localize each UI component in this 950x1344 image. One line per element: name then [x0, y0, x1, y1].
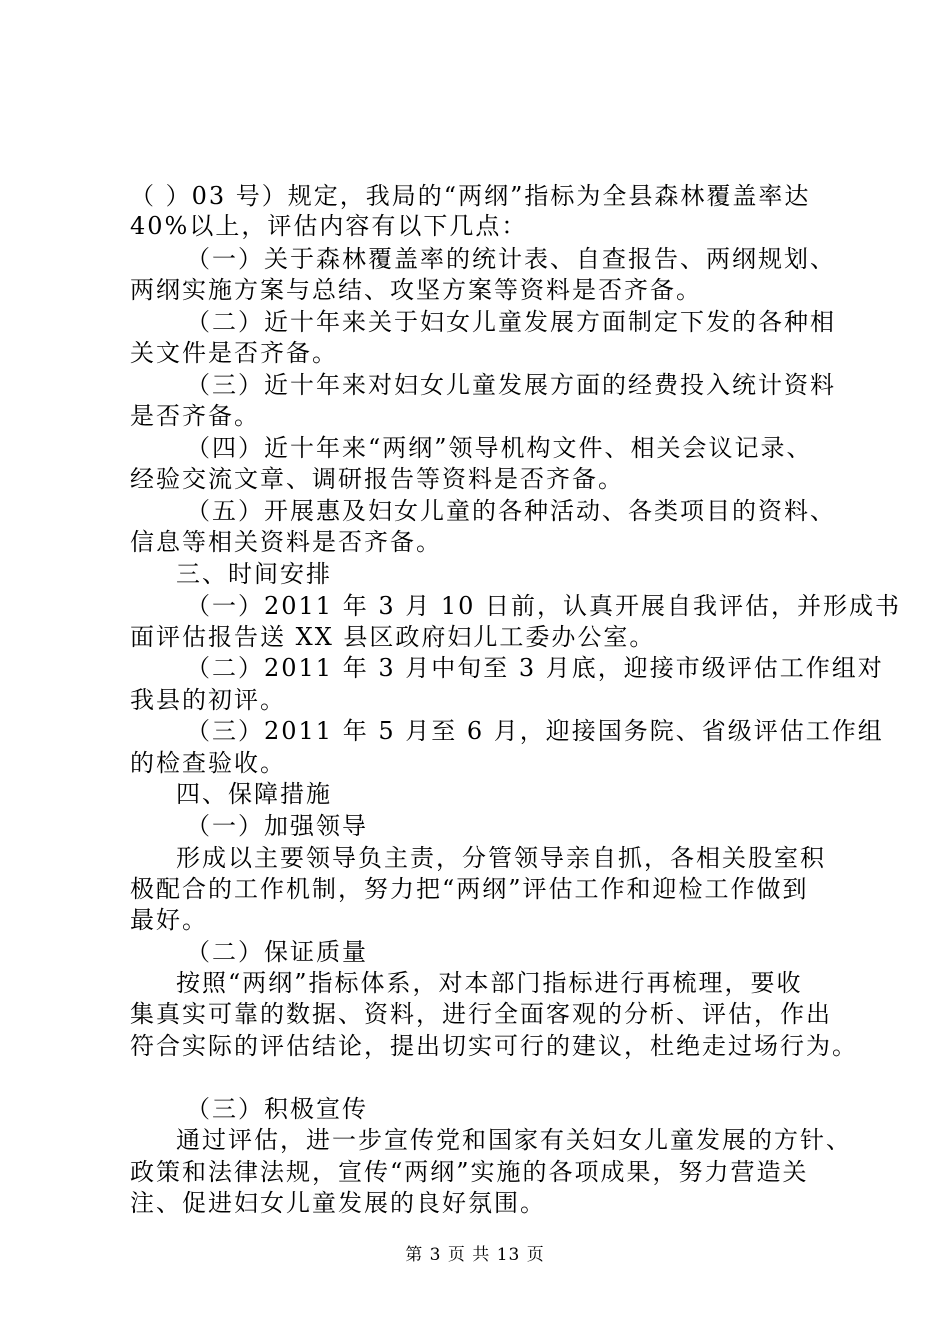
- paragraph-line: 政策和法律法规，宣传“两纲”实施的各项成果，努力营造关: [130, 1158, 809, 1186]
- section-heading: 四、保障措施: [176, 780, 332, 808]
- paragraph-line: 极配合的工作机制，努力把“两纲”评估工作和迎检工作做到: [130, 875, 809, 903]
- paragraph-line: 关文件是否齐备。: [130, 339, 338, 367]
- section-heading: 三、时间安排: [176, 560, 332, 588]
- paragraph-line: （五）开展惠及妇女儿童的各种活动、各类项目的资料、: [186, 497, 836, 525]
- paragraph-line: （四）近十年来“两纲”领导机构文件、相关会议记录、: [186, 434, 813, 462]
- paragraph-line: 形成以主要领导负主责，分管领导亲自抓，各相关股室积: [176, 844, 826, 872]
- paragraph-line: 面评估报告送 XX 县区政府妇儿工委办公室。: [130, 623, 656, 651]
- paragraph-line: 按照“两纲”指标体系，对本部门指标进行再梳理，要收: [176, 969, 803, 997]
- subsection-heading: （三）积极宣传: [186, 1095, 368, 1123]
- paragraph-line: 的检查验收。: [130, 749, 286, 777]
- paragraph-line: 我县的初评。: [130, 686, 286, 714]
- paragraph-line: （ ）03 号）规定，我局的“两纲”指标为全县森林覆盖率达: [130, 182, 811, 210]
- paragraph-line: （一）2011 年 3 月 10 日前，认真开展自我评估，并形成书: [186, 592, 902, 620]
- paragraph-line: 集真实可靠的数据、资料，进行全面客观的分析、评估，作出: [130, 1000, 832, 1028]
- paragraph-line: （三）2011 年 5 月至 6 月，迎接国务院、省级评估工作组: [186, 717, 884, 745]
- paragraph-line: 通过评估，进一步宣传党和国家有关妇女儿童发展的方针、: [176, 1126, 852, 1154]
- subsection-heading: （一）加强领导: [186, 812, 368, 840]
- paragraph-line: （三）近十年来对妇女儿童发展方面的经费投入统计资料: [186, 371, 836, 399]
- paragraph-line: 最好。: [130, 906, 208, 934]
- paragraph-line: 是否齐备。: [130, 402, 260, 430]
- page-footer: 第 3 页 共 13 页: [405, 1245, 545, 1265]
- paragraph-line: （二）2011 年 3 月中旬至 3 月底，迎接市级评估工作组对: [186, 654, 884, 682]
- paragraph-line: 两纲实施方案与总结、攻坚方案等资料是否齐备。: [130, 276, 702, 304]
- paragraph-line: （二）近十年来关于妇女儿童发展方面制定下发的各种相: [186, 308, 836, 336]
- paragraph-line: 注、促进妇女儿童发展的良好氛围。: [130, 1189, 546, 1217]
- subsection-heading: （二）保证质量: [186, 938, 368, 966]
- paragraph-line: 经验交流文章、调研报告等资料是否齐备。: [130, 465, 624, 493]
- paragraph-line: 40%以上，评估内容有以下几点：: [130, 212, 528, 240]
- paragraph-line: （一）关于森林覆盖率的统计表、自查报告、两纲规划、: [186, 245, 836, 273]
- paragraph-line: 信息等相关资料是否齐备。: [130, 528, 442, 556]
- paragraph-line: 符合实际的评估结论，提出切实可行的建议，杜绝走过场行为。: [130, 1032, 858, 1060]
